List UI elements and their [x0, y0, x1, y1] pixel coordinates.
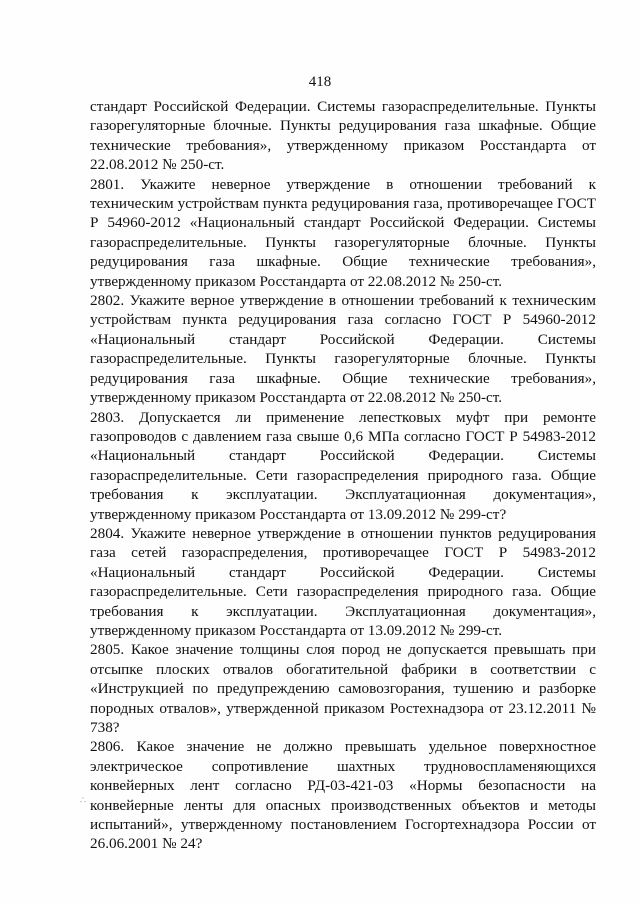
- question-2804: 2804. Укажите неверное утверждение в отношении пунктов редуцирования газа сетей газораспределения, противоречащее ГОСТ Р 54983-2012 «Национальный стандарт Российской Федерации. Системы газораспределительные. Сети газораспределения природного газа. Общие требования к эксплуатации. Эксплуатационная документация», утвержденному приказом Росстандарта от 13.09.2012 № 299-ст.: [90, 524, 596, 639]
- paragraph-continuation: стандарт Российской Федерации. Системы газораспределительные. Пункты газорегуляторные блочные. Пункты редуцирования газа шкафные. Общие технические требования», утвержденному приказом Росстандарта от 22.08.2012 № 250-ст.: [90, 98, 596, 174]
- question-2805: 2805. Какое значение толщины слоя пород не допускается превышать при отсыпке плоских отвалов обогатительной фабрики в соответствии с «Инструкцией по предупреждению самовозгорания, тушению и разборке породных отвалов», утвержденной приказом Ростехнадзора от 23.12.2011 № 738?: [90, 641, 596, 736]
- question-2806: 2806. Какое значение не должно превышать удельное поверхностное электрическое сопротивление шахтных трудновоспламеняющихся конвейерных лент согласно РД-03-421-03 «Нормы безопасности на конвейерные ленты для опасных производственных объектов и методы испытаний», утвержденному постановлением Госгортехнадзора России от 26.06.2001 № 24?: [90, 738, 596, 853]
- page-number: 418: [308, 74, 332, 90]
- question-2803: 2803. Допускается ли применение лепестковых муфт при ремонте газопроводов с давлением газа свыше 0,6 МПа согласно ГОСТ Р 54983-2012 «Национальный стандарт Российской Федерации. Системы газораспределительные. Сети газораспределения природного газа. Общие требования к эксплуатации. Эксплуатационная документация», утвержденному приказом Росстандарта от 13.09.2012 № 299-ст?: [90, 408, 596, 523]
- question-2801: 2801. Укажите неверное утверждение в отношении требований к техническим устройствам пункта редуцирования газа, противоречащее ГОСТ Р 54960-2012 «Национальный стандарт Российской Федерации. Системы газораспределительные. Пункты газорегуляторные блочные. Пункты редуцирования газа шкафные. Общие технические требования», утвержденному приказом Росстандарта от 22.08.2012 № 250-ст.: [90, 175, 596, 290]
- scan-artifact-mark: ∴: [80, 796, 86, 806]
- document-body: [90, 97, 596, 854]
- question-2802: 2802. Укажите верное утверждение в отношении требований к техническим устройствам пункта редуцирования газа согласно ГОСТ Р 54960-2012 «Национальный стандарт Российской Федерации. Системы газораспределительные. Пункты газорегуляторные блочные. Пункты редуцирования газа шкафные. Общие технические требования», утвержденному приказом Росстандарта от 22.08.2012 № 250-ст.: [90, 292, 596, 407]
